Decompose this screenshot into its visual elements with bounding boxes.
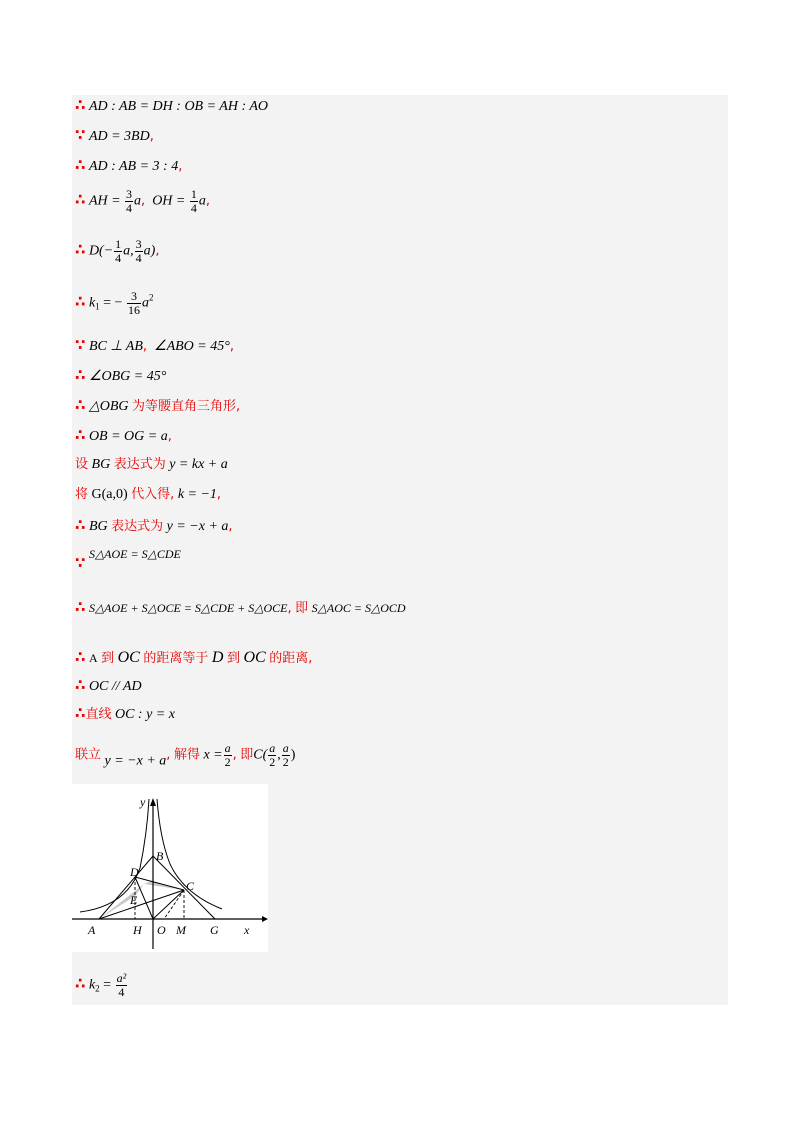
ratio-equation: AD : AB = DH : OB = AH : AO xyxy=(88,99,269,114)
ad-3bd: AD = 3BD xyxy=(88,129,150,144)
therefore-symbol: ∴ xyxy=(75,156,86,174)
step-line-10: ∴ OB = OG = a, xyxy=(75,426,172,444)
area-sum: S△AOE + S△OCE = S△CDE + S△OCE xyxy=(88,601,288,615)
oh-label: OH = xyxy=(152,193,186,209)
fraction-d-y: $\frac{3}{4}$ xyxy=(135,237,142,265)
label-c: C xyxy=(186,879,195,893)
label-h: H xyxy=(133,923,142,937)
dashed-c-axis xyxy=(164,890,184,919)
ob-og-a: OB = OG = a xyxy=(88,429,168,444)
label-g: G xyxy=(210,923,219,937)
oc-parallel-ad: OC // AD xyxy=(88,679,142,694)
therefore-symbol: ∴ xyxy=(75,240,86,259)
geometry-figure xyxy=(72,784,268,952)
step-line-11: 设 BG 表达式为 y = kx + a xyxy=(75,457,228,472)
therefore-symbol: ∴ xyxy=(75,648,86,666)
step-line-8 xyxy=(75,368,166,384)
coordinate-diagram xyxy=(72,784,268,952)
therefore-symbol: ∴ xyxy=(75,366,86,384)
step-line-5: ∴ D(− $\frac{1}{4}$ a, $\frac{3}{4}$ a), xyxy=(75,237,160,265)
because-symbol: ∵ xyxy=(75,126,86,144)
because-symbol: ∵ xyxy=(75,554,86,572)
label-o: O xyxy=(157,923,166,937)
step-line-9 xyxy=(75,398,240,414)
step-line-4: ∴ AH = $\frac{3}{4}$ a, OH = $\frac{1}{4}$ a, xyxy=(75,187,210,215)
therefore-symbol: ∴ xyxy=(75,676,86,694)
step-line-15: ∴ S△AOE + S△OCE = S△CDE + S△OCE, 即 S△AOC = S△OCD xyxy=(75,598,406,616)
fraction-three-quarters: $\frac{3}{4}$ xyxy=(126,187,133,215)
step-line-13: ∴ BG 表达式为 y = −x + a, xyxy=(75,516,233,534)
step-line-18: ∴直线 OC : y = x xyxy=(75,704,175,722)
step-line-14 xyxy=(75,548,181,571)
therefore-symbol: ∴ xyxy=(75,598,86,616)
step-line-16: ∴ A 到 OC 的距离等于 D 到 OC 的距离, xyxy=(75,648,313,666)
ah-label: AH = xyxy=(88,193,121,209)
step-line-19: 联立 y = −x + a, 解得 x = $\frac{a}{2}$ , 即C( $\frac{a}{2}$ , $\frac{a}{2}$ ) xyxy=(75,741,296,769)
bc-perp-ab: BC ⊥ AB xyxy=(88,339,143,354)
label-y: y xyxy=(140,795,146,809)
line-bg xyxy=(153,856,215,919)
angle-abo: ∠ABO = 45° xyxy=(154,339,230,354)
fraction-k2: $\frac{\text{a²}}{4}$ xyxy=(116,971,127,999)
line-oc xyxy=(153,890,184,919)
label-m: M xyxy=(176,923,186,937)
step-line-20: ∴ $k_2$ = $\frac{\text{a²}}{4}$ xyxy=(75,971,127,999)
line-dc xyxy=(135,877,184,890)
point-c: C( xyxy=(253,747,268,763)
therefore-symbol: ∴ xyxy=(75,190,86,209)
k2-symbol: k xyxy=(88,977,96,993)
bg-equation: y = −x + a xyxy=(166,519,229,534)
label-b: B xyxy=(156,849,164,863)
step-line-2: ∵ AD = 3BD, xyxy=(75,126,154,144)
therefore-symbol: ∴ xyxy=(75,426,86,444)
fraction-d-x: $\frac{1}{4}$ xyxy=(115,237,122,265)
oc-equation: OC : y = x xyxy=(114,707,175,722)
therefore-symbol: ∴ xyxy=(75,516,86,534)
label-e: E xyxy=(130,893,138,907)
label-a: A xyxy=(88,923,96,937)
step-line-12: 将 G(a,0) 代入得, k = −1, xyxy=(75,487,222,502)
ad-ab-ratio: AD : AB = 3 : 4 xyxy=(88,159,179,174)
fraction-x: $\frac{a}{2}$ xyxy=(224,741,231,769)
therefore-symbol: ∴ xyxy=(75,974,86,993)
bg-general-form: y = kx + a xyxy=(169,457,228,472)
therefore-symbol: ∴ xyxy=(75,396,86,414)
therefore-symbol: ∴ xyxy=(75,96,86,114)
fraction-one-quarter: $\frac{1}{4}$ xyxy=(190,187,197,215)
label-x: x xyxy=(244,923,250,937)
step-line-17 xyxy=(75,678,142,694)
label-d: D xyxy=(130,865,139,879)
point-d: D(− xyxy=(88,243,114,259)
therefore-symbol: ∴ xyxy=(75,292,86,311)
step-line-3: ∴ AD : AB = 3 : 4, xyxy=(75,156,183,174)
hyperbola-left-branch xyxy=(80,799,149,912)
triangle-obg: △OBG xyxy=(88,399,129,414)
system-equation: y = −x + a xyxy=(104,753,167,769)
step-line-7: ∵ BC ⊥ AB, ∠ABO = 45°, xyxy=(75,336,234,354)
point-g: G(a,0) xyxy=(91,487,128,502)
therefore-symbol: ∴ xyxy=(75,704,86,722)
fraction-k1: $\frac{3}{16}$ xyxy=(127,289,140,317)
step-line-6: ∴ $k_1$ = − $\frac{3}{16}$ $a^2$ xyxy=(75,289,154,317)
area-equality: S△AOE = S△CDE xyxy=(88,547,181,561)
k-value: k = −1 xyxy=(177,487,217,502)
isosceles-text: 为等腰直角三角形, xyxy=(131,399,241,414)
because-symbol: ∵ xyxy=(75,336,86,354)
k1-symbol: k xyxy=(88,295,96,311)
area-aoc-ocd: S△AOC = S△OCD xyxy=(311,601,406,615)
angle-obg: ∠OBG = 45° xyxy=(88,369,167,384)
step-line-1 xyxy=(75,98,268,114)
